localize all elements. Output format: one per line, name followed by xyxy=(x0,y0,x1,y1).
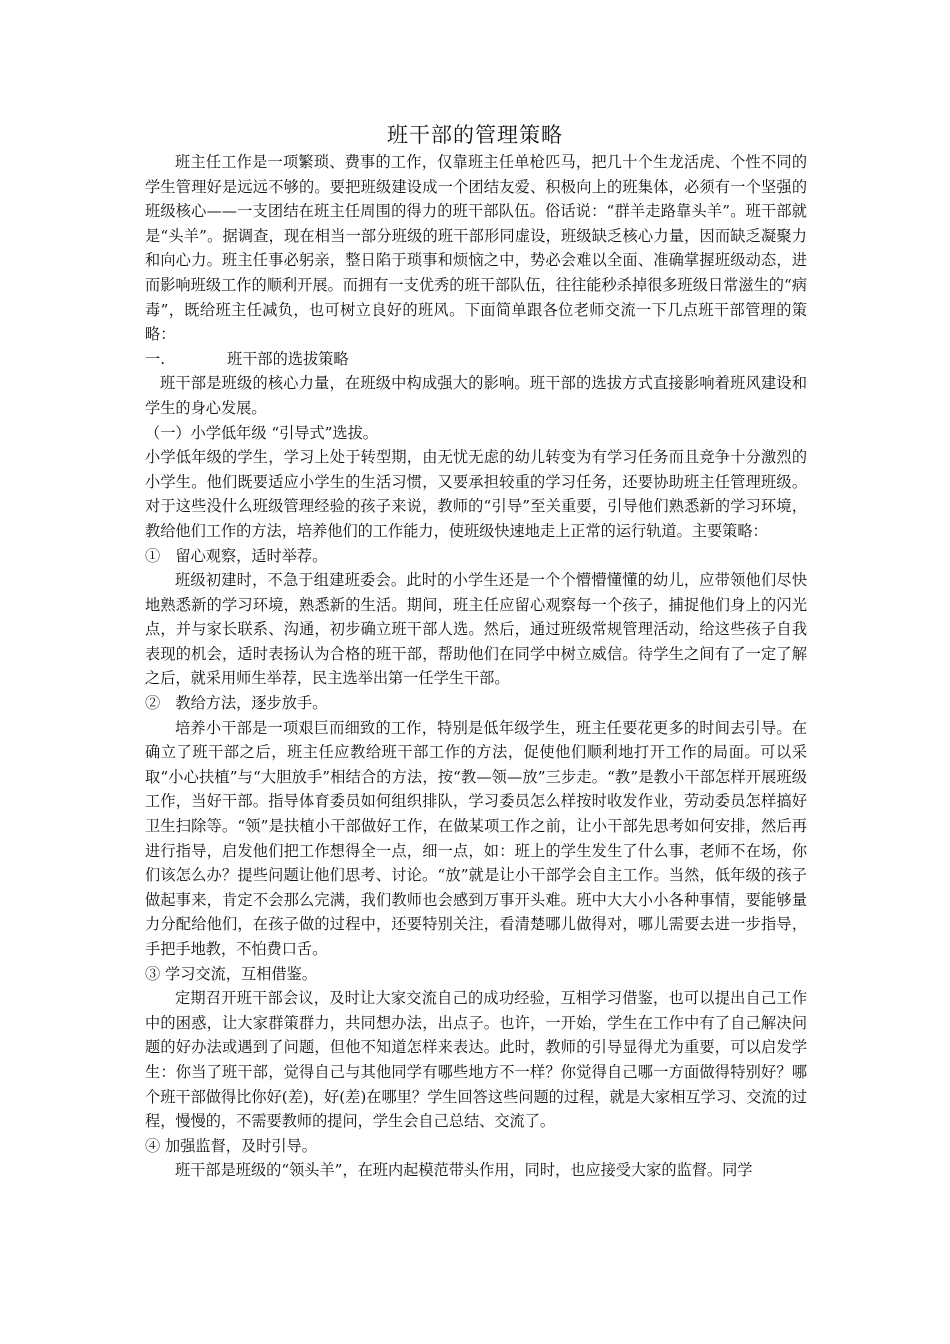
item3-heading: ③ 学习交流，互相借鉴。 xyxy=(145,964,317,983)
item2-paragraph: 培养小干部是一项艰巨而细致的工作，特别是低年级学生，班主任要花更多的时间去引导。在确立了班干部之后，班主任应教给班干部工作的方法，促使他们顺利地打开工作的局面。可以采取“小心扶植”与“大胆放手”相结合的方法，按“教—领—放”三步走。“教”是教小干部怎样开展班级工作，当好干部。指导体育委员如何组织排队，学习委员怎么样按时收发作业，劳动委员怎样搞好卫生扫除等。“领”是扶植小干部做好工作，在做某项工作之前，让小干部先思考如何安排，然后再进行指导，启发他们把工作想得全一点，细一点，如：班上的学生发生了什么事，老师不在场，你们该怎么办？提些问题让他们思考、讨论。“放”就是让小干部学会自主工作。当然，低年级的孩子做起事来，肯定不会那么完满，我们教师也会感到万事开头难。班中大大小小各种事情，要能够量力分配给他们，在孩子做的过程中，还要特别关注，看清楚哪儿做得对，哪儿需要去进一步指导，手把手地教，不怕费口舌。 xyxy=(145,718,807,958)
section-title: 班干部的选拔策略 xyxy=(227,349,349,368)
document-title: 班干部的管理策略 xyxy=(387,123,563,147)
intro-paragraph: 班主任工作是一项繁琐、费事的工作，仅靠班主任单枪匹马，把几十个生龙活虎、个性不同的学生管理好是远远不够的。要把班级建设成一个团结友爱、积极向上的班集体，必须有一个坚强的班级核心——一支团结在班主任周围的得力的班干部队伍。俗话说：“群羊走路靠头羊”。班干部就是“头羊”。据调查，现在相当一部分班级的班干部形同虚设，班级缺乏核心力量，因而缺乏凝聚力和向心力。班主任事必躬亲，整日陷于琐事和烦恼之中，势必会难以全面、准确掌握班级动态，进而影响班级工作的顺利开展。而拥有一支优秀的班干部队伍，往往能秒杀掉很多班级日常滋生的“病毒”，既给班主任减负，也可树立良好的班风。下面简单跟各位老师交流一下几点班干部管理的策略： xyxy=(145,153,807,344)
item1-heading: ① 留心观察，适时举荐。 xyxy=(145,546,328,565)
item4-paragraph: 班干部是班级的“领头羊”，在班内起模范带头作用，同时，也应接受大家的监督。同学 xyxy=(175,1161,753,1180)
document-body xyxy=(145,150,807,1183)
item2-heading: ② 教给方法，逐步放手。 xyxy=(145,694,328,713)
item3-paragraph: 定期召开班干部会议，及时让大家交流自己的成功经验，互相学习借鉴，也可以提出自己工作中的困惑，让大家群策群力，共同想办法，出点子。也许，一开始，学生在工作中有了自己解决问题的好办法或遇到了问题，但他不知道怎样来表达。此时，教师的引导显得尤为重要，可以启发学生：你当了班干部，觉得自己与其他同学有哪些地方不一样？你觉得自己哪一方面做得特别好？哪个班干部做得比你好(差)，好(差)在哪里？学生回答这些问题的过程，就是大家相互学习、交流的过程，慢慢的，不需要教师的提问，学生会自己总结、交流了。 xyxy=(145,989,807,1131)
section-number: 一. xyxy=(145,349,166,368)
section-heading xyxy=(145,347,807,372)
item1-paragraph: 班级初建时，不急于组建班委会。此时的小学生还是一个个懵懵懂懂的幼儿，应带领他们尽快地熟悉新的学习环境，熟悉新的生活。期间，班主任应留心观察每一个孩子，捕捉他们身上的闪光点，并与家长联系、沟通，初步确立班干部人选。然后，通过班级常规管理活动，给这些孩子自我表现的机会，适时表扬认为合格的班干部，帮助他们在同学中树立威信。待学生之间有了一定了解之后，就采用师生举荐，民主选举出第一任学生干部。 xyxy=(145,571,807,688)
item4-heading: ④ 加强监督，及时引导。 xyxy=(145,1136,317,1155)
subsection-heading: （一）小学低年级 “引导式”选拔。 xyxy=(145,423,378,442)
section-intro-paragraph: 班干部是班级的核心力量，在班级中构成强大的影响。班干部的选拔方式直接影响着班风建设和学生的身心发展。 xyxy=(145,374,807,417)
subsection-paragraph: 小学低年级的学生，学习上处于转型期，由无忧无虑的幼儿转变为有学习任务而且竞争十分激烈的小学生。他们既要适应小学生的生活习惯，又要承担较重的学习任务，还要协助班主任管理班级。对于这些没什么班级管理经验的孩子来说，教师的“引导”至关重要，引导他们熟悉新的学习环境，教给他们工作的方法，培养他们的工作能力，使班级快速地走上正常的运行轨道。主要策略： xyxy=(145,448,807,540)
